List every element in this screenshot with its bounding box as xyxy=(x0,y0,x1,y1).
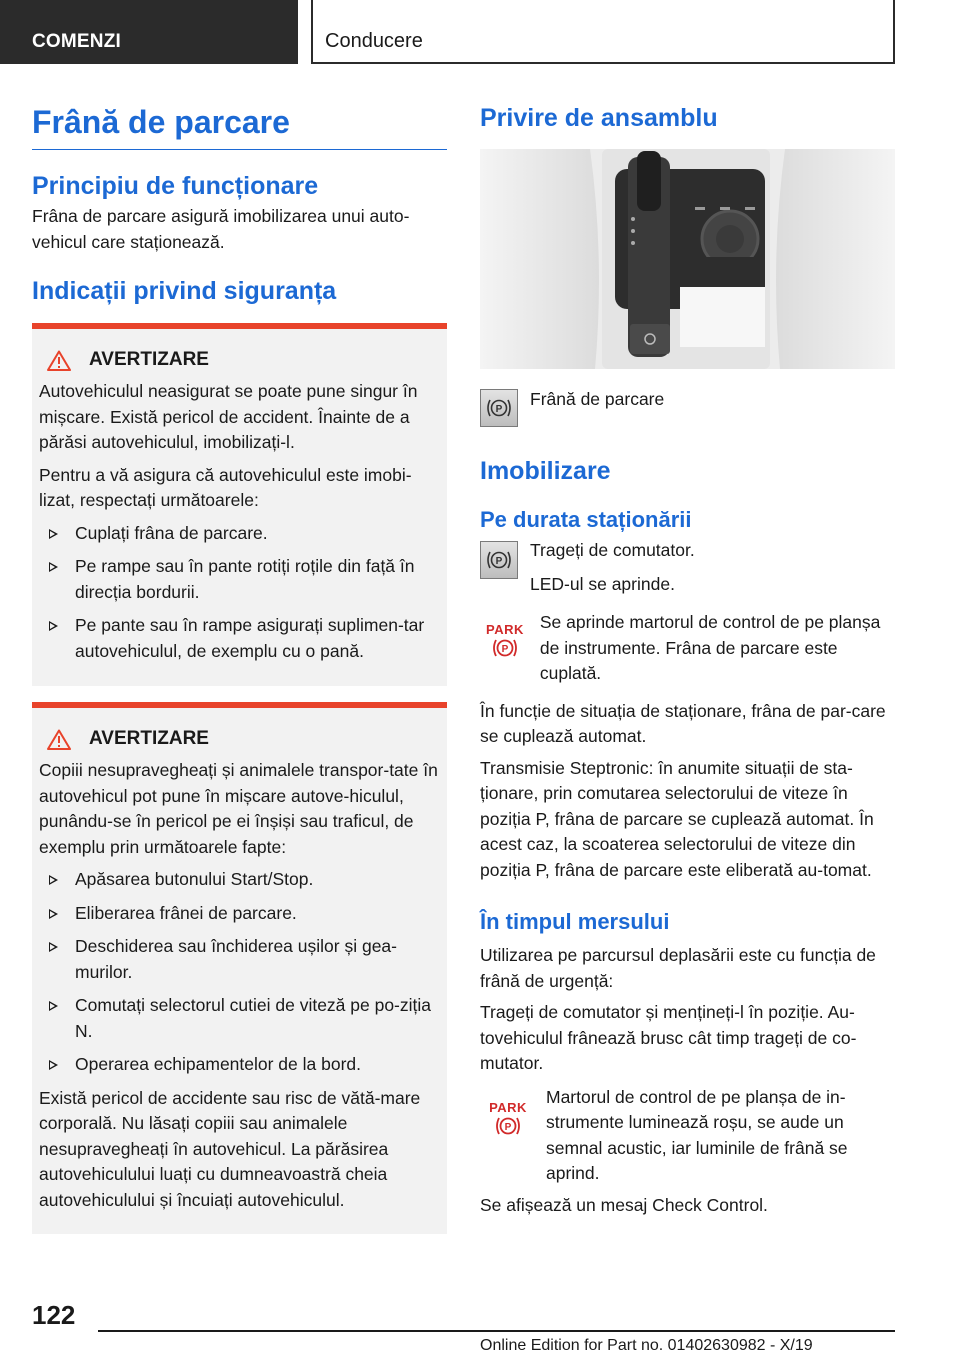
warning-title: AVERTIZARE xyxy=(39,345,441,375)
bullet-triangle-icon xyxy=(49,942,58,952)
page-title: Frână de parcare xyxy=(32,100,447,150)
left-column xyxy=(32,100,447,1234)
safety-heading: Indicații privind siguranța xyxy=(32,277,337,305)
warning-list xyxy=(39,521,441,665)
auto-text: În funcție de situația de staționare, frâna de par-care se cuplează automat. xyxy=(480,700,886,746)
footer-edition: Online Edition for Part no. 01402630982 - X/19 xyxy=(480,1337,813,1354)
warning-text: Copiii nesupravegheați și animalele transpor-tate în autovehicul pot pune în mișcare autove-hiculul, punându-se în pericol pe ei înșiși sau traficul, de exemplu prin următoarele fapte: xyxy=(39,760,438,857)
warning-box-1 xyxy=(32,323,447,686)
driving-text: Trageți de comutator și mențineți-l în poziție. Au-tovehiculul frânează brusc cât timp trageți de co-mutator. xyxy=(480,1002,857,1073)
svg-text:P: P xyxy=(504,1121,512,1133)
list-item: Pe pante sau în rampe asigurați suplimen-tar autovehiculul, de exemplu cu o pană. xyxy=(39,613,441,664)
photo-caption: Frână de parcare xyxy=(530,389,665,409)
center-console-illustration xyxy=(480,149,895,369)
parking-brake-switch-icon xyxy=(480,541,518,579)
warning-triangle-icon xyxy=(47,350,71,371)
bullet-triangle-icon xyxy=(49,1001,58,1011)
list-item: Comutați selectorul cutiei de viteză pe po-ziția N. xyxy=(39,993,441,1044)
bullet-triangle-icon xyxy=(49,1060,58,1070)
parking-brake-switch-icon xyxy=(480,389,518,427)
chapter-tab: Conducere xyxy=(311,0,895,64)
page-number: 122 xyxy=(32,1300,76,1330)
warning-text: Există pericol de accidente sau risc de vătă-mare corporală. Nu lăsați copiii sau animalele nesupravegheați în autovehicul. La părăsirea autovehiculului luați cu dumneavoastră cheia autovehiculului și încuiați autovehiculul. xyxy=(39,1087,421,1210)
bullet-triangle-icon xyxy=(49,875,58,885)
svg-text:P: P xyxy=(495,404,503,415)
warning-title: AVERTIZARE xyxy=(39,724,441,754)
svg-text:P: P xyxy=(501,644,509,655)
parking-heading: Pe durata staționării xyxy=(480,507,692,532)
list-item: Pe rampe sau în pante rotiți roțile din față în direcția bordurii. xyxy=(39,554,441,605)
step-text: Trageți de comutator. xyxy=(530,540,695,560)
driving-indicator-note xyxy=(480,1085,895,1187)
indicator-note xyxy=(480,613,895,687)
center-console-photo xyxy=(480,149,895,369)
imobilizare-heading: Imobilizare xyxy=(480,457,611,485)
list-item: Eliberarea frânei de parcare. xyxy=(39,901,441,927)
driving-heading: În timpul mersului xyxy=(480,909,670,934)
park-indicator-icon: PARK P xyxy=(489,1099,527,1133)
right-column xyxy=(480,100,895,1218)
svg-text:P: P xyxy=(495,556,503,567)
steptronic-text: Transmisie Steptronic: în anumite situații de sta-ționare, prin comutarea selectorului de viteze în poziția P, frâna de parcare se cuplează automat. În acest caz, la scoaterea selectorului de viteze din poziția P, frâna de parcare este eliberată au-tomat. xyxy=(480,757,874,880)
check-control-text: Se afișează un mesaj Check Control. xyxy=(480,1194,768,1215)
bullet-triangle-icon xyxy=(49,562,58,572)
warning-list xyxy=(39,867,441,1078)
warning-text: Autovehiculul neasigurat se poate pune singur în mișcare. Există pericol de accident. Înainte de a părăsi autovehiculul, imobilizați-l. xyxy=(39,381,418,452)
driving-text: Utilizarea pe parcursul deplasării este cu funcția de frână de urgență: xyxy=(480,945,876,991)
bullet-triangle-icon xyxy=(49,529,58,539)
list-item: Operarea echipamentelor de la bord. xyxy=(39,1052,441,1078)
bullet-triangle-icon xyxy=(49,909,58,919)
principle-heading: Principiu de funcționare xyxy=(32,172,319,200)
indicator-text: Se aprinde martorul de control de pe planșa de instrumente. Frâna de parcare este cuplată. xyxy=(539,612,881,683)
warning-text: Pentru a vă asigura că autovehiculul este imobi-lizat, respectați următoarele: xyxy=(39,464,412,510)
section-tab: COMENZI xyxy=(0,0,298,64)
bullet-triangle-icon xyxy=(49,621,58,631)
list-item: Deschiderea sau închiderea ușilor și gea-murilor. xyxy=(39,934,441,985)
driving-indicator-text: Martorul de control de pe planșa de in-strumente luminează roșu, se aude un semnal acustic, iar luminile de frână se aprind. xyxy=(546,1086,848,1183)
footer-rule xyxy=(98,1330,895,1332)
warning-box-2 xyxy=(32,702,447,1234)
list-item: Apăsarea butonului Start/Stop. xyxy=(39,867,441,893)
list-item: Cuplați frâna de parcare. xyxy=(39,521,441,547)
parking-brake-caption xyxy=(480,389,895,427)
step-text: LED-ul se aprinde. xyxy=(530,573,675,594)
warning-triangle-icon xyxy=(47,729,71,750)
park-indicator-icon: PARK P xyxy=(486,622,524,655)
principle-text: Frâna de parcare asigură imobilizarea unui auto-vehicul care staționează. xyxy=(32,206,410,252)
pull-switch-step xyxy=(480,541,895,597)
overview-heading: Privire de ansamblu xyxy=(480,104,718,132)
